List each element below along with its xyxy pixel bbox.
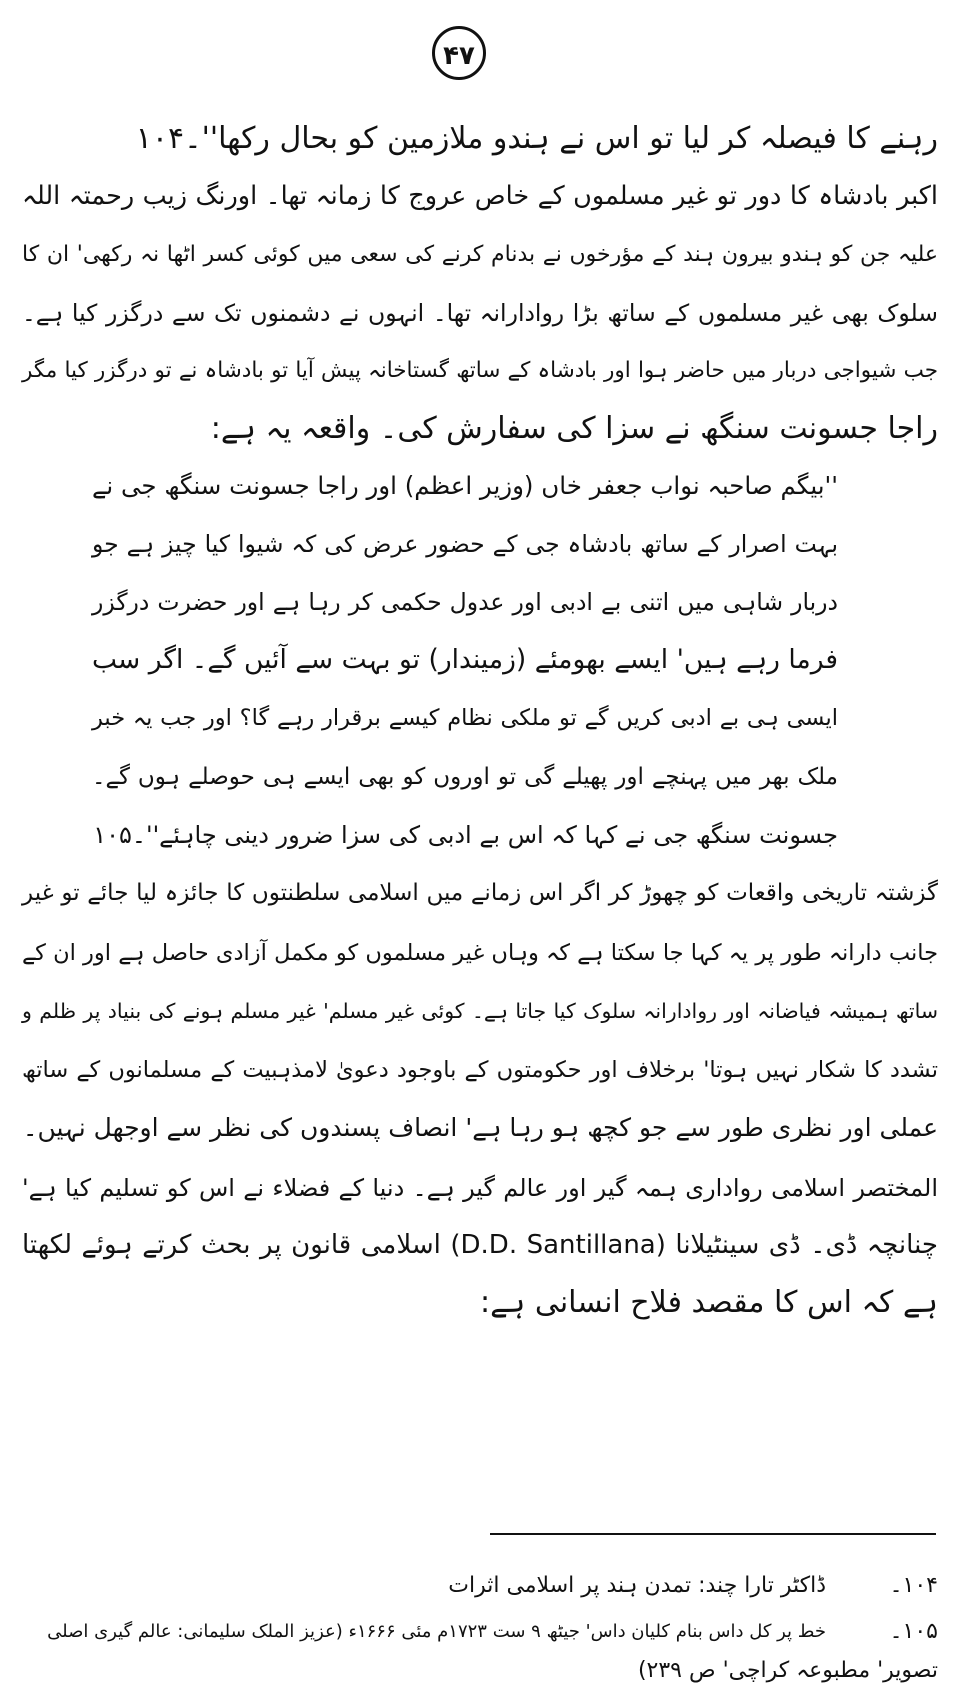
- quote-line: جسونت سنگھ جی نے کہا کہ اس بے ادبی کی سزا ضرور دینی چاہئے''۔۱۰۵: [93, 821, 838, 849]
- body-line: گزشتہ تاریخی واقعات کو چھوڑ کر اگر اس زمانے میں اسلامی سلطنتوں کا جائزہ لیا جائے تو غیر: [22, 880, 938, 906]
- body-line: سلوک بھی غیر مسلموں کے ساتھ بڑا روادارانہ تھا۔ انہوں نے دشمنوں تک سے درگزر کیا ہے۔: [22, 299, 938, 327]
- quote-line: بہت اصرار کے ساتھ بادشاہ جی کے حضور عرض کی کہ شیوا کیا چیز ہے جو: [92, 530, 838, 558]
- body-line: رہنے کا فیصلہ کر لیا تو اس نے ہندو ملازمین کو بحال رکھا''۔۱۰۴: [135, 121, 938, 156]
- quote-line: دربار شاہی میں اتنی بے ادبی اور عدول حکمی کر رہا ہے اور حضرت درگزر: [92, 588, 838, 616]
- body-line: المختصر اسلامی رواداری ہمہ گیر اور عالم گیر ہے۔ دنیا کے فضلاء نے اس کو تسلیم کیا ہے': [22, 1174, 938, 1202]
- quote-line: فرما رہے ہیں' ایسے بھومئے (زمیندار) تو بہت سے آئیں گے۔ اگر سب: [92, 644, 838, 675]
- body-line: اکبر بادشاہ کا دور تو غیر مسلموں کے خاص عروج کا زمانہ تھا۔ اورنگ زیب رحمتہ اللہ: [22, 181, 938, 211]
- body-line: ہے کہ اس کا مقصد فلاح انسانی ہے:: [480, 1285, 938, 1320]
- body-line: علیہ جن کو ہندو بیرون ہند کے مؤرخوں نے بدنام کرنے کی سعی میں کوئی کسر اٹھا نہ رکھی' ان کا: [22, 242, 938, 267]
- quote-line: ''بیگم صاحبہ نواب جعفر خاں (وزیر اعظم) اور راجا جسونت سنگھ جی نے: [92, 471, 838, 500]
- footnote-divider: [490, 1533, 936, 1535]
- footnote: [22, 1612, 938, 1652]
- body-line: ساتھ ہمیشہ فیاضانہ اور روادارانہ سلوک کیا جاتا ہے۔ کوئی غیر مسلم' غیر مسلم ہونے کی بنیاد پر ظلم و: [22, 999, 938, 1023]
- page-number: ۴۷: [432, 26, 486, 80]
- body-line: جانب دارانہ طور پر یہ کہا جا سکتا ہے کہ وہاں غیر مسلموں کو مکمل آزادی حاصل ہے اور ان کے: [22, 940, 938, 966]
- body-line: راجا جسونت سنگھ نے سزا کی سفارش کی۔ واقعہ یہ ہے:: [210, 411, 938, 446]
- footnote-continuation: تصویر' مطبوعہ کراچی' ص ۲۳۹): [637, 1658, 938, 1683]
- footnote-number: ۱۰۵۔: [889, 1619, 938, 1644]
- footnote: [22, 1566, 938, 1606]
- footnote-number: ۱۰۴۔: [889, 1573, 938, 1598]
- body-line: تشدد کا شکار نہیں ہوتا' برخلاف اور حکومتوں کے باوجود دعویٰ لامذہبیت کے مسلمانوں کے ساتھ: [22, 1057, 938, 1083]
- body-line: عملی اور نظری طور سے جو کچھ ہو رہا ہے' انصاف پسندوں کی نظر سے اوجھل نہیں۔: [22, 1113, 938, 1142]
- footnote-text: خط پر کل داس بنام کلیان داس' جیٹھ ۹ ست ۱۷۲۳م مئی ۱۶۶۶ء (عزیز الملک سلیمانی: عالم گیری اصلی: [47, 1621, 826, 1642]
- footnote-text: ڈاکٹر تارا چند: تمدن ہند پر اسلامی اثرات: [448, 1573, 826, 1598]
- body-line: جب شیواجی دربار میں حاضر ہوا اور بادشاہ کے ساتھ گستاخانہ پیش آیا تو بادشاہ نے تو درگزر کیا مگر: [22, 358, 938, 383]
- quote-line: ایسی ہی بے ادبی کریں گے تو ملکی نظام کیسے برقرار رہے گا؟ اور جب یہ خبر: [92, 705, 838, 731]
- quote-line: ملک بھر میں پہنچے اور پھیلے گی تو اوروں کو بھی ایسے ہی حوصلے ہوں گے۔: [92, 764, 838, 790]
- body-line: چنانچہ ڈی۔ ڈی سینٹیلانا (D.D. Santillana) اسلامی قانون پر بحث کرتے ہوئے لکھتا: [22, 1230, 938, 1260]
